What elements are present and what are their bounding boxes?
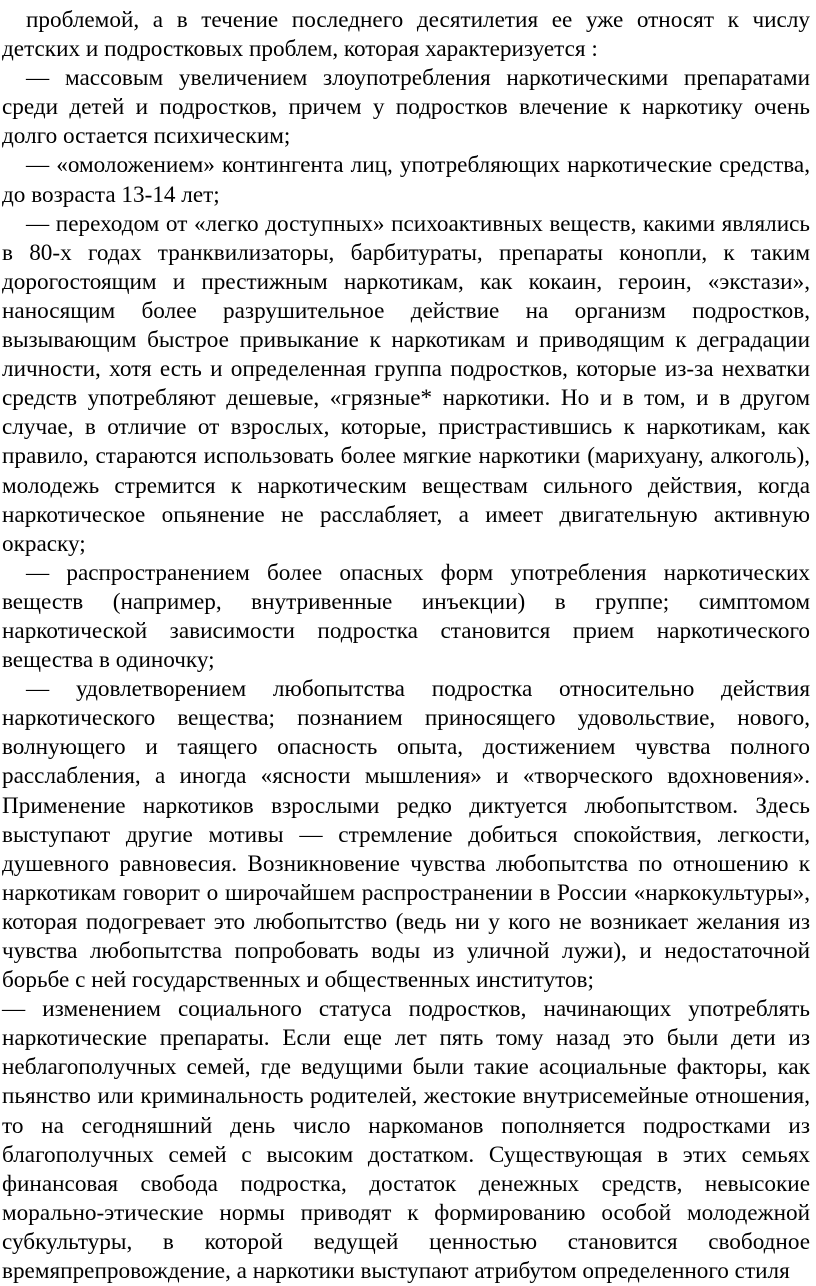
paragraph-intro: проблемой, а в течение последнего десятилетия ее уже относят к числу детских и подростковых проблем, которая характеризуется : xyxy=(2,7,810,63)
list-item-dangerous-forms: — распространением более опасных форм употребления наркотических веществ (например, внутривенные инъекции) в группе; симптомом наркотической зависимости подростка становится прием наркотического вещества в одиночку; xyxy=(2,559,810,674)
list-item-mass-increase: — массовым увеличением злоупотребления наркотическими препаратами среди детей и подростков, причем у подростков влечение к наркотику очень долго остается психическим; xyxy=(2,65,810,150)
list-item-transition-substances: — переходом от «легко доступных» психоактивных веществ, какими являлись в 80-х годах транквилизаторы, барбитураты, препараты конопли, к таким дорогостоящим и престижным наркотикам, как кокаин, героин, «экстази», наносящим более разрушительное действие на организм подростков, вызывающим быстрое привыкание к наркотикам и приводящим к деградации личности, хотя есть и определенная группа подростков, которые из-за нехватки средств употребляют дешевые, «грязные* наркотики. Но и в том, и в другом случае, в отличие от взрослых, которые, пристрастившись к наркотикам, как правило, стараются использовать более мягкие наркотики (марихуану, алкоголь), молодежь стремится к наркотическим веществам сильного действия, когда наркотическое опьянение не расслабляет, а имеет двигательную активную окраску; xyxy=(2,210,810,557)
list-item-curiosity: — удовлетворением любопытства подростка относительно действия наркотического вещества; познанием приносящего удовольствие, нового, волнующего и таящего опасность опыта, достижением чувства полного расслабления, а иногда «ясности мышления» и «творческого вдохновения». Применение наркотиков взрослыми редко диктуется любопытством. Здесь выступают другие мотивы — стремление добиться спокойствия, легкости, душевного равновесия. Возникновение чувства любопытства по отношению к наркотикам говорит о широчайшем распространении в России «наркокультуры», которая подогревает это любопытство (ведь ни у кого не возникает желания из чувства любопытства попробовать воды из уличной лужи), и недостаточной борьбе с ней государственных и общественных институтов; xyxy=(2,676,810,994)
list-item-social-status: — изменением социального статуса подростков, начинающих употреблять наркотические препараты. Если еще лет пять тому назад это были дети из неблагополучных семей, где ведущими были такие асоциальные факторы, как пьянство или криминальность родителей, жестокие внутрисемейные отношения, то на сегодняшний день число наркоманов пополняется подростками из благополучных семей с высоким достатком. Существующая в этих семьях финансовая свобода подростка, достаток денежных средств, невысокие морально-этические нормы приводят к формированию особой молодежной субкультуры, в которой ведущей ценностью становится свободное времяпрепровождение, а наркотики выступают атрибутом определенного стиля xyxy=(2,996,810,1285)
list-item-rejuvenation: — «омоложением» контингента лиц, употребляющих наркотические средства, до возраста 13-14 лет; xyxy=(2,152,810,208)
